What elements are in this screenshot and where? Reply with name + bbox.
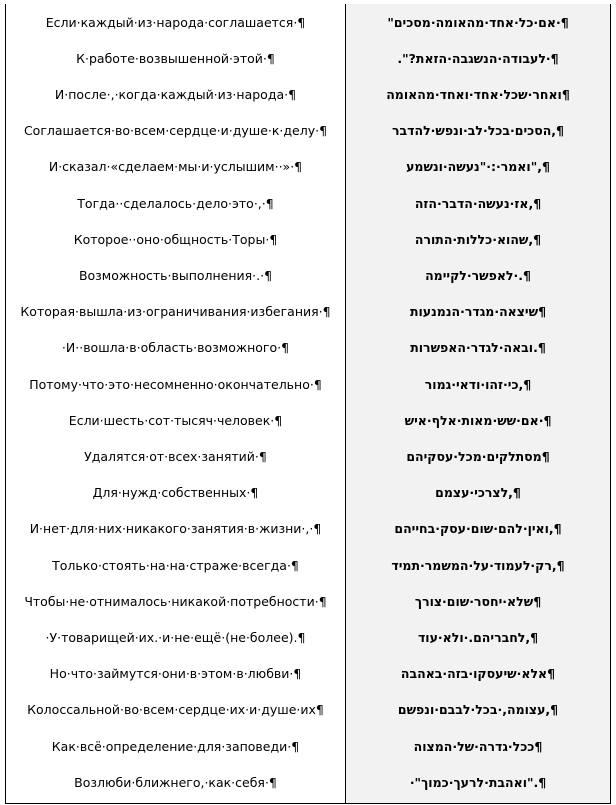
- table-row: [6, 656, 610, 692]
- table-row: [6, 511, 610, 547]
- hebrew-text-cell[interactable]: ¶,לחבריהם.·ולא·עוד: [417, 629, 539, 645]
- russian-text-cell[interactable]: Как·всё·определение·для·заповеди·¶: [51, 738, 300, 754]
- hebrew-text-cell[interactable]: ¶שלא·יחסר·שום·צורך: [414, 593, 542, 609]
- russian-text-cell[interactable]: Но·что·займутся·они·в·этом·в·любви·¶: [49, 666, 302, 682]
- russian-text-cell[interactable]: Если·каждый·из·народа·соглашается·¶: [45, 14, 306, 30]
- russian-text-cell[interactable]: Соглашается·во·всем·сердце·и·душе·к·делу·¶: [23, 123, 328, 139]
- hebrew-text-cell[interactable]: ¶,ואין·להם·שום·עסק·בחייהם: [394, 521, 562, 537]
- table-row: [6, 692, 610, 728]
- table-row: [6, 221, 610, 257]
- russian-text-cell[interactable]: ·У·товарищей·их.·и·не·ещё·(не·более).¶: [45, 629, 306, 645]
- table-row: [6, 76, 610, 112]
- table-row: [6, 185, 610, 221]
- table-row: [6, 257, 610, 293]
- table-row: [6, 619, 610, 655]
- table-row: [6, 764, 610, 800]
- hebrew-text-cell[interactable]: ¶,כי·זהו·ודאי·גמור: [424, 376, 532, 392]
- russian-text-cell[interactable]: Чтобы·не·отнималось·никакой·потребности·¶: [24, 593, 327, 609]
- russian-text-cell[interactable]: Возможность·выполнения·.·¶: [78, 267, 273, 283]
- hebrew-text-cell[interactable]: ¶ככל·גדרה·של·המצוה: [413, 738, 543, 754]
- table-row: [6, 40, 610, 76]
- table-row: [6, 402, 610, 438]
- table-row: [6, 475, 610, 511]
- hebrew-text-cell[interactable]: ¶.·לאפשר·לקיימה: [425, 267, 531, 283]
- russian-text-cell[interactable]: Которое··оно·общность·Торы·¶: [73, 231, 278, 247]
- russian-text-cell[interactable]: Если·шесть·сот·тысяч·человек·¶: [68, 412, 283, 428]
- table-row: [6, 149, 610, 185]
- hebrew-text-cell[interactable]: ¶ואחר·שכל·אחד·ואחד·מהאומה: [386, 86, 570, 102]
- hebrew-text-cell[interactable]: ¶שיצאה·מגדר·הנמנעות: [409, 304, 547, 320]
- hebrew-text-cell[interactable]: ¶,עצומה,·בכל·לבבם·ונפשם: [397, 702, 559, 718]
- hebrew-text-cell[interactable]: ¶,רק·לעמוד·על·המשמר·תמיד: [391, 557, 565, 573]
- table-row: [6, 728, 610, 764]
- russian-text-cell[interactable]: Для·нужд·собственных·¶: [92, 485, 259, 501]
- russian-text-cell[interactable]: Тогда··сделалось·дело·это·,·¶: [77, 195, 274, 211]
- table-row: [6, 583, 610, 619]
- russian-text-cell[interactable]: Удалятся·от·всех·занятий·¶: [84, 448, 267, 464]
- russian-text-cell[interactable]: И·после·,·когда·каждый·из·народа·¶: [54, 86, 297, 102]
- hebrew-text-cell[interactable]: ¶אלא·שיעסקו·בזה·באהבה: [400, 666, 556, 682]
- russian-text-cell[interactable]: К·работе·возвышенной·этой·¶: [76, 50, 275, 66]
- hebrew-text-cell[interactable]: ¶,הסכים·בכל·לב·ונפש·להדבר: [392, 123, 564, 139]
- table-row: [6, 4, 610, 40]
- hebrew-text-cell[interactable]: ¶·אם·כל·אחד·מהאומה·מסכים": [387, 14, 569, 30]
- hebrew-text-cell[interactable]: ¶.ובאה·לגדר·האפשרות: [410, 340, 546, 356]
- russian-text-cell[interactable]: ·И··вошла·в·область·возможного·¶: [61, 340, 290, 356]
- russian-text-cell[interactable]: Только·стоять·на·на·страже·всегда·¶: [52, 557, 299, 573]
- table-row: [6, 366, 610, 402]
- table-row: [6, 438, 610, 474]
- hebrew-text-cell[interactable]: ¶."ואהבת·לרעך·כמוך"·: [409, 774, 547, 790]
- hebrew-text-cell[interactable]: ¶,"ואמר·:·"נעשה·ונשמע: [406, 159, 550, 175]
- hebrew-text-cell[interactable]: ¶,אז·נעשה·הדבר·הזה: [414, 195, 542, 211]
- russian-text-cell[interactable]: Колоссальной·во·всем·сердце·их·и·душе·их¶: [27, 702, 324, 718]
- table-row: [6, 113, 610, 149]
- russian-text-cell[interactable]: Потому·что·это·несомненно·окончательно·¶: [29, 376, 322, 392]
- russian-text-cell[interactable]: Возлюби·ближнего,·как·себя·¶: [74, 774, 277, 790]
- hebrew-text-cell[interactable]: ¶מסתלקים·מכל·עסקיהם: [406, 448, 550, 464]
- hebrew-text-cell[interactable]: ¶·לעבודה·הנשגבה·הזאת?".: [397, 50, 559, 66]
- hebrew-text-cell[interactable]: ¶,שהוא·כללות·התורה: [414, 231, 542, 247]
- text-table: [5, 4, 611, 804]
- table-row: [6, 547, 610, 583]
- hebrew-text-cell[interactable]: ¶,לצרכי·עצמם: [435, 485, 521, 501]
- russian-text-cell[interactable]: И·нет·для·них·никакого·занятия·в·жизни·,·¶: [29, 521, 322, 537]
- table-row: [6, 330, 610, 366]
- russian-text-cell[interactable]: И·сказал·«сделаем·мы·и·услышим··»·¶: [48, 159, 303, 175]
- table-row: [6, 294, 610, 330]
- hebrew-text-cell[interactable]: ¶·אם·שש·מאות·אלף·איש: [404, 412, 552, 428]
- russian-text-cell[interactable]: Которая·вышла·из·ограничивания·избегания·¶: [20, 304, 331, 320]
